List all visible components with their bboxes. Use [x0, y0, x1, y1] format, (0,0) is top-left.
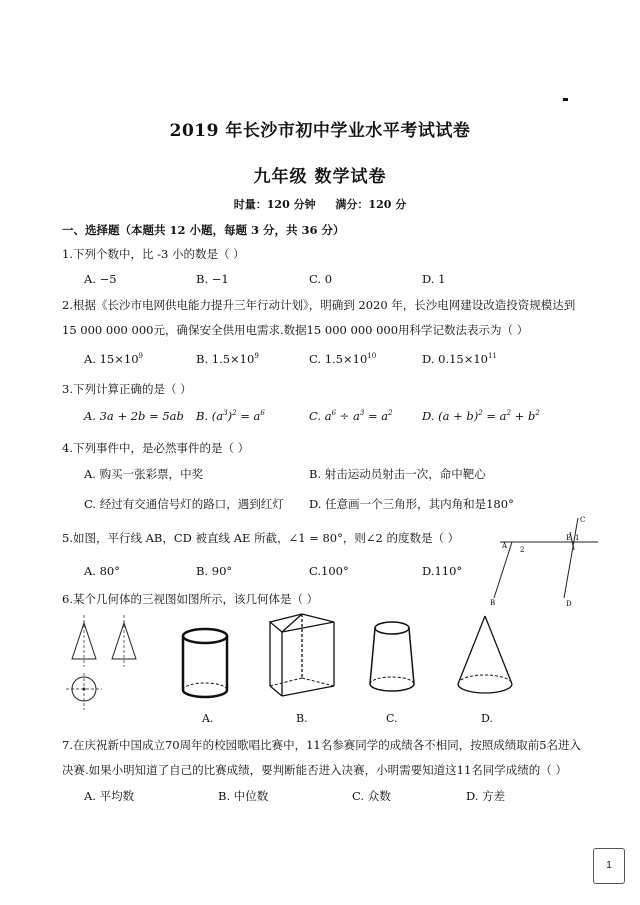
- question-2-line-1: 2.根据《长沙市电网供电能力提升三年行动计划》，明确到 2020 年，长沙电网建设改造投资规模达到: [62, 298, 576, 312]
- q5-option-b: B. 90°: [196, 564, 233, 578]
- cone-shape: [450, 612, 520, 704]
- q1-option-c: C. 0: [309, 272, 333, 286]
- page-number: 1: [593, 848, 625, 884]
- prism-shape: [262, 610, 342, 705]
- full-score: 满分：120 分: [335, 198, 407, 211]
- label-a: A: [502, 542, 508, 550]
- q3-option-b: B. $(a^3)^2 = a^6$: [196, 409, 265, 423]
- time-limit: 时量：120 分钟: [233, 198, 316, 211]
- exam-subtitle: 九年级 数学试卷: [253, 167, 387, 187]
- q7-option-a: A. 平均数: [84, 789, 135, 803]
- q2-option-c: C. $1.5\times 10^{10}$: [309, 352, 377, 366]
- q5-option-d: D.110°: [422, 564, 463, 578]
- exam-meta: [0, 196, 640, 212]
- q7-option-d: D. 方差: [466, 789, 506, 803]
- q4-option-a: A. 购买一张彩票，中奖: [84, 467, 204, 481]
- cylinder-shape: [175, 624, 235, 704]
- q6-option-b: B.: [296, 712, 308, 725]
- label-e: E: [566, 534, 572, 542]
- stray-mark: [563, 98, 568, 101]
- q1-option-b: B. −1: [196, 272, 229, 286]
- q3-option-a: A. 3a + 2b = 5ab: [84, 409, 184, 423]
- question-6: 6.某个几何体的三视图如图所示，该几何体是（ ）: [62, 592, 319, 606]
- q1-option-d: D. 1: [422, 272, 446, 286]
- q2-option-d: D. $0.15\times 10^{11}$: [422, 352, 497, 366]
- frustum-shape: [362, 618, 422, 703]
- label-d: D: [566, 600, 572, 608]
- q6-option-a: A.: [202, 712, 214, 725]
- label-c: C: [580, 516, 586, 524]
- q2-option-a: A. $15\times 10^9$: [84, 352, 143, 366]
- q3-option-c: C. $a^6 \div a^3 = a^2$: [309, 409, 393, 423]
- q5-option-c: C.100°: [309, 564, 349, 578]
- exam-title: 2019 年长沙市初中学业水平考试试卷: [169, 121, 471, 141]
- q4-option-b: B. 射击运动员射击一次，命中靶心: [309, 467, 486, 481]
- question-7-line-1: 7.在庆祝新中国成立70周年的校园歌唱比赛中，11名参赛同学的成绩各不相同，按照成绩取前5名进入: [62, 738, 582, 752]
- question-5: 5.如图，平行线 AB，CD 被直线 AE 所截，∠1 = 80°，则∠2 的度数是（ ）: [62, 531, 460, 545]
- question-4: 4.下列事件中，是必然事件的是（ ）: [62, 441, 250, 455]
- q1-option-a: A. −5: [84, 272, 117, 286]
- q3-option-d: D. $(a + b)^2 = a^2 + b^2$: [422, 409, 540, 423]
- three-views-figure: [62, 615, 152, 715]
- question-1: 1.下列个数中，比 -3 小的数是（ ）: [62, 247, 245, 261]
- q2-option-b: B. $1.5\times 10^9$: [196, 352, 259, 366]
- label-b: B: [490, 599, 496, 607]
- q4-option-d: D. 任意画一个三角形，其内角和是180°: [309, 497, 514, 511]
- q7-option-b: B. 中位数: [218, 789, 269, 803]
- q5-option-a: A. 80°: [84, 564, 120, 578]
- q4-option-c: C. 经过有交通信号灯的路口，遇到红灯: [84, 497, 284, 511]
- q7-option-c: C. 众数: [352, 789, 391, 803]
- question-2-line-2: 15 000 000 000元，确保安全供用电需求.数据15 000 000 000用科学记数法表示为（ ）: [62, 323, 529, 337]
- parallel-lines-figure: [480, 512, 610, 612]
- label-angle-1: 1: [575, 534, 580, 542]
- question-7-line-2: 决赛.如果小明知道了自己的比赛成绩，要判断能否进入决赛，小明需要知道这11名同学成绩的（ ）: [62, 763, 567, 777]
- question-3: 3.下列计算正确的是（ ）: [62, 382, 192, 396]
- q6-option-d: D.: [481, 712, 493, 725]
- q6-option-c: C.: [386, 712, 398, 725]
- section-heading: 一、选择题（本题共 12 小题，每题 3 分，共 36 分）: [62, 223, 345, 237]
- label-angle-2: 2: [520, 546, 525, 554]
